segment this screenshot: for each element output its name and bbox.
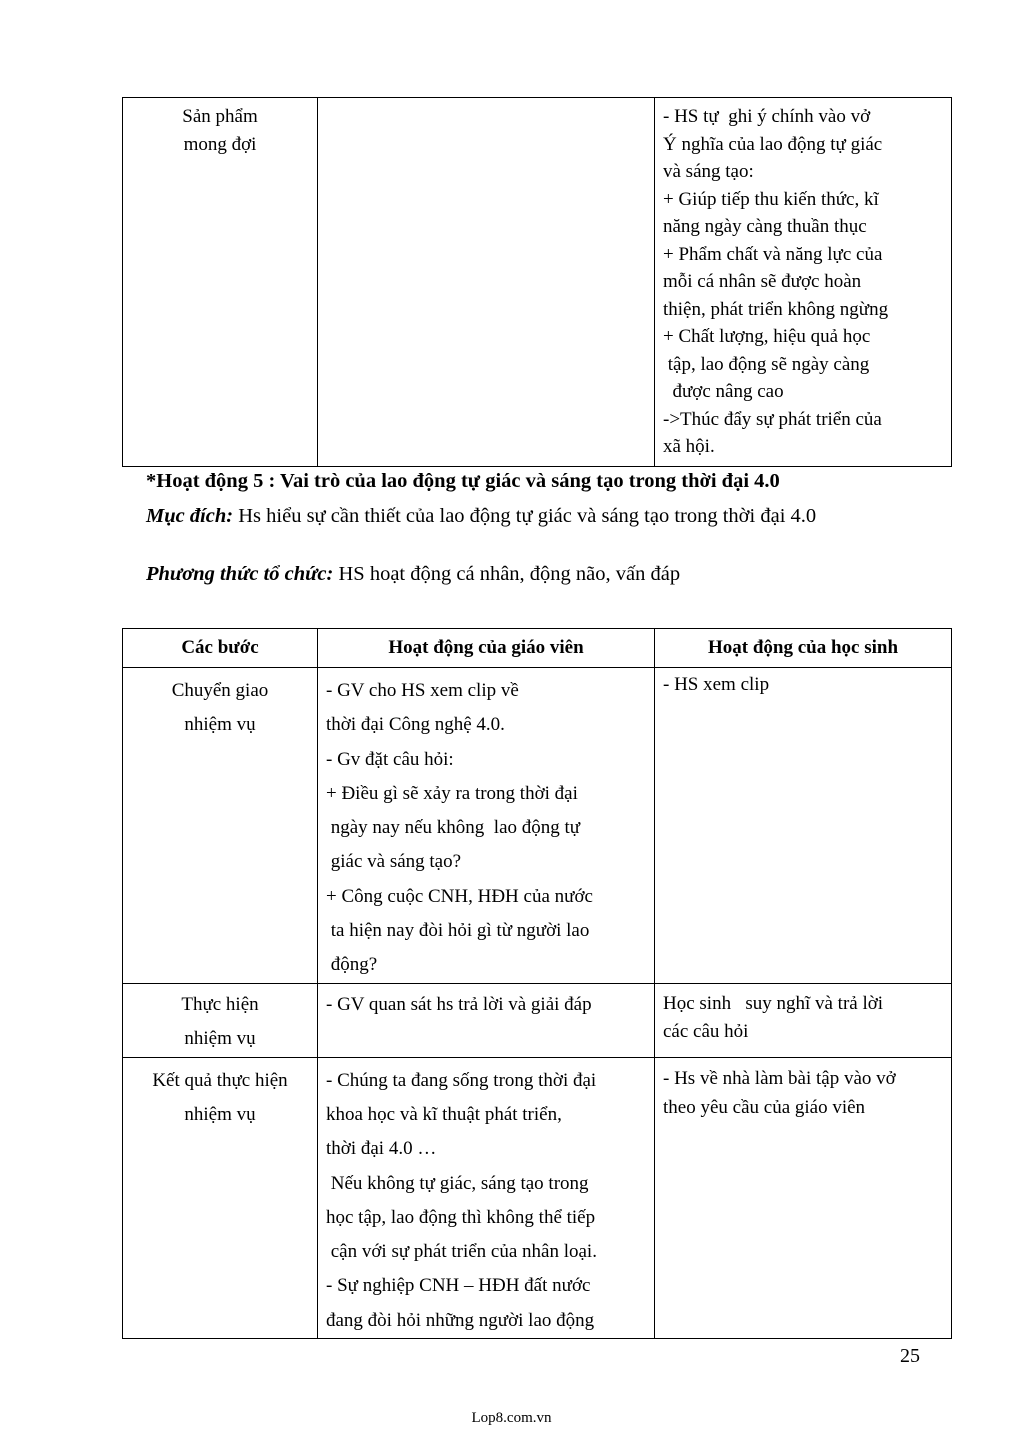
student-line: ->Thúc đẩy sự phát triển của xyxy=(663,408,882,430)
student-line: Ý nghĩa của lao động tự giác xyxy=(663,133,883,155)
teacher-line: giác và sáng tạo? xyxy=(326,851,462,873)
student-line: năng ngày càng thuần thục xyxy=(663,216,867,237)
step-label-line: nhiệm vụ xyxy=(184,1103,256,1125)
student-line: thiện, phát triển không ngừng xyxy=(663,298,889,320)
footer-site-name: Lop8.com.vn xyxy=(471,1410,552,1426)
step-label-line: Sản phẩm xyxy=(182,106,258,127)
table-row xyxy=(123,668,952,984)
teacher-cell xyxy=(318,668,655,984)
teacher-line: - GV cho HS xem clip về xyxy=(326,680,519,701)
step-label-line: mong đợi xyxy=(183,134,257,155)
student-line: + Phẩm chất và năng lực của xyxy=(663,243,883,265)
teacher-line: học tập, lao động thì không thể tiếp xyxy=(326,1206,596,1228)
teacher-line: - Gv đặt câu hỏi: xyxy=(326,748,454,770)
student-cell xyxy=(655,983,952,1057)
teacher-line: + Điều gì sẽ xảy ra trong thời đại xyxy=(326,782,578,804)
teacher-line: ta hiện nay đòi hỏi gì từ người lao xyxy=(326,920,590,942)
teacher-line: - GV quan sát hs trả lời và giải đáp xyxy=(326,993,592,1015)
teacher-line: - Sự nghiệp CNH – HĐH đất nước xyxy=(326,1275,591,1297)
step-label-cell xyxy=(123,983,318,1057)
teacher-line: khoa học và kĩ thuật phát triển, xyxy=(326,1103,562,1125)
teacher-line: động? xyxy=(326,954,378,976)
activity-method xyxy=(146,563,926,586)
student-line: + Giúp tiếp thu kiến thức, kĩ xyxy=(663,188,879,210)
student-line: mỗi cá nhân sẽ được hoàn xyxy=(663,271,862,292)
student-cell xyxy=(655,98,952,467)
student-line: theo yêu cầu của giáo viên xyxy=(663,1096,866,1118)
teacher-line: - Chúng ta đang sống trong thời đại xyxy=(326,1069,597,1091)
step-label-line: Chuyển giao xyxy=(171,680,269,701)
student-line: tập, lao động sẽ ngày càng xyxy=(663,353,870,375)
student-line: Học sinh suy nghĩ và trả lời xyxy=(663,992,884,1014)
purpose-text: Hs hiểu sự cần thiết của lao động tự giác và sáng tạo trong thời đại 4.0 xyxy=(233,505,817,527)
student-line: - HS xem clip xyxy=(663,674,770,695)
student-line: - HS tự ghi ý chính vào vở xyxy=(663,106,871,127)
teacher-line: ngày nay nếu không lao động tự xyxy=(326,817,581,839)
column-header-student: Hoạt động của học sinh xyxy=(655,629,952,668)
student-line: và sáng tạo: xyxy=(663,161,754,182)
purpose-label: Mục đích: xyxy=(146,505,234,527)
teacher-cell xyxy=(318,983,655,1057)
method-label: Phương thức tổ chức: xyxy=(146,563,334,585)
teacher-cell xyxy=(318,98,655,467)
student-line: xã hội. xyxy=(663,436,715,457)
student-cell xyxy=(655,1057,952,1338)
expected-product-table xyxy=(122,97,952,467)
activity-steps-table xyxy=(122,628,952,1339)
teacher-line: thời đại 4.0 … xyxy=(326,1138,437,1160)
activity-purpose xyxy=(146,503,926,530)
student-cell xyxy=(655,668,952,984)
step-label-line: nhiệm vụ xyxy=(184,1027,256,1049)
student-line: các câu hỏi xyxy=(663,1020,749,1042)
step-label-line: Kết quả thực hiện xyxy=(152,1069,288,1091)
table-header-row xyxy=(123,629,952,668)
column-header-teacher: Hoạt động của giáo viên xyxy=(318,629,655,668)
step-label-line: Thực hiện xyxy=(181,993,259,1015)
teacher-line: cận với sự phát triển của nhân loại. xyxy=(326,1241,597,1263)
teacher-cell xyxy=(318,1057,655,1338)
activity-title: *Hoạt động 5 : Vai trò của lao động tự giác và sáng tạo trong thời đại 4.0 xyxy=(146,470,780,492)
table-row xyxy=(123,98,952,467)
teacher-line: + Công cuộc CNH, HĐH của nước xyxy=(326,885,593,907)
step-label-cell xyxy=(123,668,318,984)
teacher-line: đang đòi hỏi những người lao động xyxy=(326,1309,595,1331)
student-line: được nâng cao xyxy=(663,381,784,402)
step-label-line: nhiệm vụ xyxy=(184,714,256,735)
teacher-line: thời đại Công nghệ 4.0. xyxy=(326,714,505,736)
step-label-cell xyxy=(123,1057,318,1338)
student-line: - Hs về nhà làm bài tập vào vở xyxy=(663,1067,896,1089)
page-number: 25 xyxy=(900,1345,920,1367)
table-row xyxy=(123,1057,952,1338)
step-label-cell xyxy=(123,98,318,467)
table-row xyxy=(123,983,952,1057)
teacher-line: Nếu không tự giác, sáng tạo trong xyxy=(326,1172,589,1194)
student-line: + Chất lượng, hiệu quả học xyxy=(663,326,871,347)
column-header-steps: Các bước xyxy=(123,629,318,668)
method-text: HS hoạt động cá nhân, động não, vấn đáp xyxy=(333,563,681,585)
